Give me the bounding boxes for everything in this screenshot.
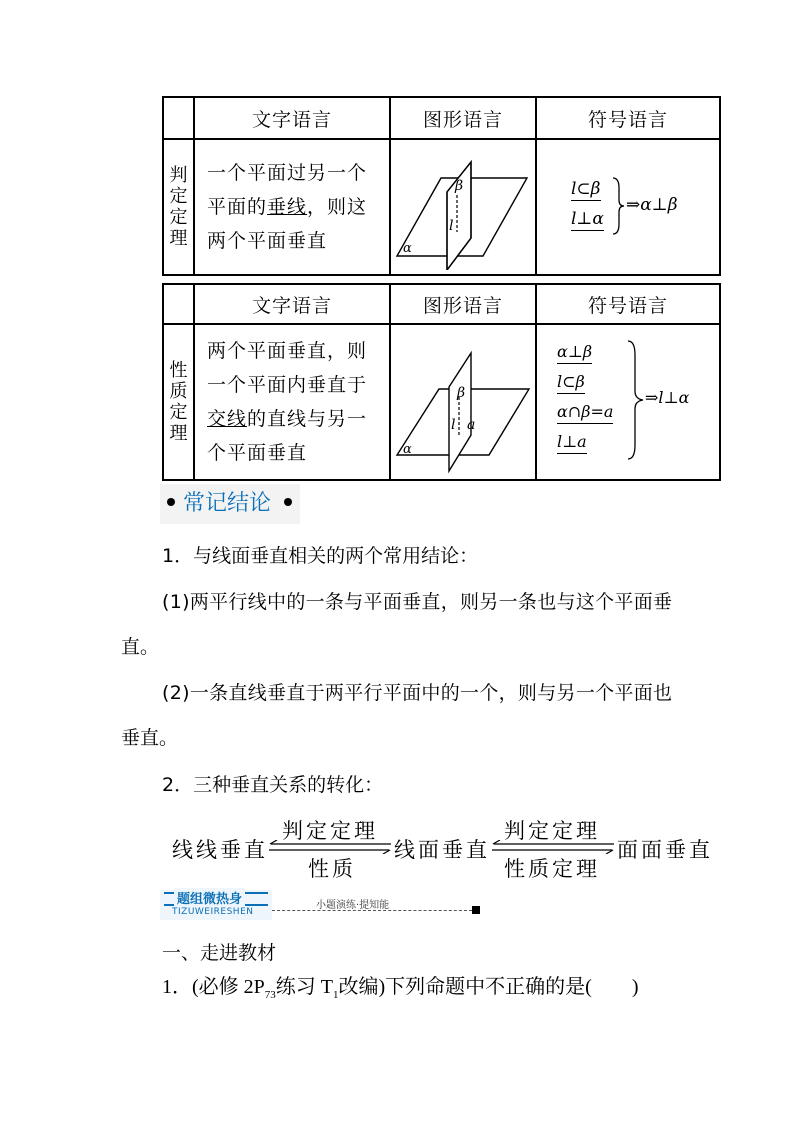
header-graphic-language: 图形语言 [390,284,536,324]
conclusion-2-heading: 2．三种垂直关系的转化： [162,774,384,796]
header-text-language: 文字语言 [194,284,390,324]
svg-text:β: β [457,385,466,401]
header-symbol-language: 符号语言 [536,284,720,324]
property-figure [390,324,536,480]
section-tag-title: 常记结论 [183,491,272,516]
chain-arrow1-top-label: 判定定理 [282,819,378,843]
perpendicular-planes-figure [391,140,535,270]
conclusion-1-1-line1: (1)两平行线中的一条与平面垂直，则另一条也与这个平面垂 [162,591,673,613]
chain-arrow2-bottom-label: 性质定理 [504,857,600,881]
chain-arrow2-top-label: 判定定理 [504,819,600,843]
bullet-dot-icon [284,498,292,506]
double-arrow-icon [490,840,616,854]
bullet-dot-icon [167,498,175,506]
svg-text:α: α [403,241,412,256]
conclusion-1-1-line2: 直。 [121,636,160,658]
property-symbol: α⊥β l⊂β α∩β=a l⊥a ⇒l⊥α [536,324,720,480]
perpendicular-planes-figure [391,325,535,475]
question-1: 1．(必修 $2P_{73}$练习 $T_1$改编)下列命题中不正确的是( ) [162,976,639,1001]
svg-text:α: α [403,442,412,457]
banner-pinyin: TIZUWEIRESHEN [172,907,254,917]
chain-line-plane: 线面垂直 [394,838,490,862]
header-text-language: 文字语言 [194,97,390,139]
header-symbol-language: 符号语言 [536,97,720,139]
svg-text:a: a [467,417,476,433]
conclusion-1-heading: 1．与线面垂直相关的两个常用结论： [162,545,479,567]
double-arrow-icon [267,840,393,854]
chain-arrow1-bottom-label: 性质 [308,857,356,881]
theorem-table-property [162,283,721,481]
brace-icon [611,176,625,236]
exercise-banner [160,890,480,920]
chain-line-line: 线线垂直 [172,838,268,862]
banner-title: 题组微热身 [174,888,245,907]
judgement-text: 一个平面过另一个 平面的垂线，则这 两个平面垂直 [194,139,390,275]
header-empty [163,284,194,324]
conclusion-1-2-line2: 垂直。 [121,727,179,749]
banner-subtitle: 小题演练·提知能 [316,900,390,911]
brace-icon [625,339,645,461]
judgement-figure [390,139,536,275]
property-text: 两个平面垂直，则 一个平面内垂直于 交线的直线与另一 个平面垂直 [194,324,390,480]
header-empty [163,97,194,139]
row-label-property: 性 质 定 理 [163,324,194,480]
header-graphic-language: 图形语言 [390,97,536,139]
svg-text:l: l [451,417,456,433]
exercise-heading: 一、走进教材 [162,942,277,964]
chain-plane-plane: 面面垂直 [617,838,713,862]
judgement-symbol: l⊂β l⊥α ⇒α⊥β [536,139,720,275]
theorem-table-judgement [162,96,721,276]
row-label-judgement: 判 定 定 理 [163,139,194,275]
svg-text:l: l [449,218,454,234]
square-end-icon [472,906,480,914]
conclusion-1-2-line1: (2)一条直线垂直于两平行平面中的一个，则与另一个平面也 [162,682,673,704]
svg-text:β: β [455,178,464,194]
